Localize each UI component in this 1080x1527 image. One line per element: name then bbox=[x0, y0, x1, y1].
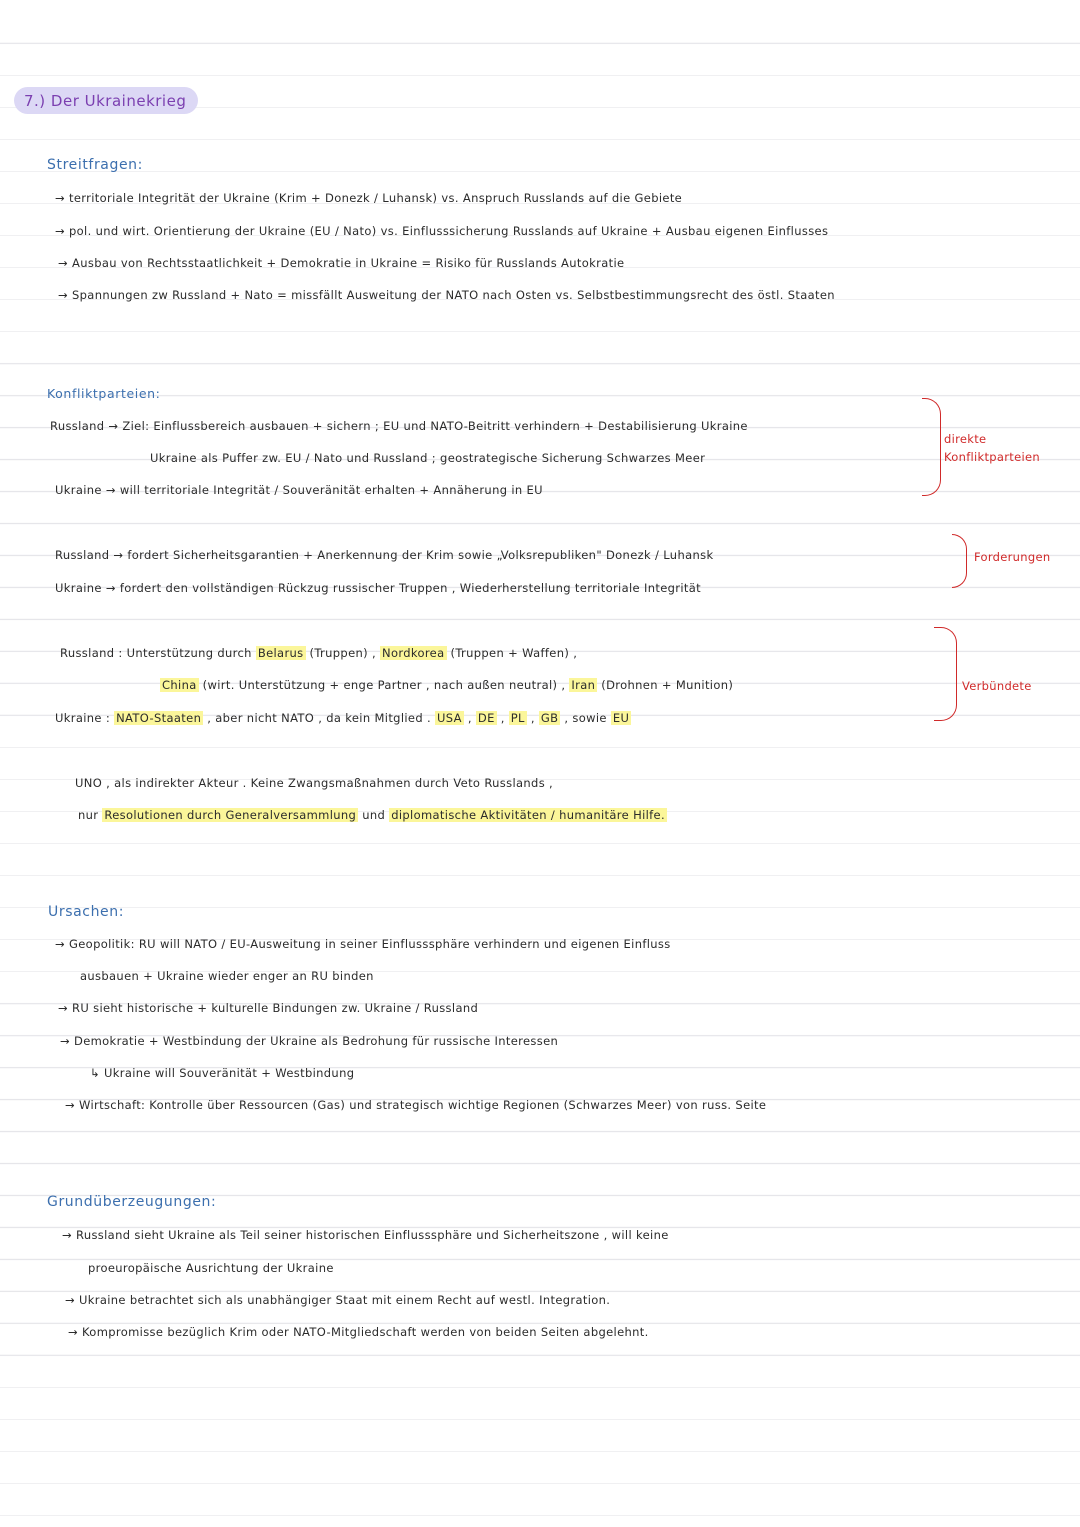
brace-verbuendete bbox=[934, 627, 957, 721]
page-title bbox=[14, 87, 198, 114]
verb-r1-mid: (Truppen) , bbox=[309, 646, 376, 660]
uno-pre: nur bbox=[78, 808, 99, 822]
grund-line-1: → Russland sieht Ukraine als Teil seiner historischen Einflusssphäre und Sicherheitszone , will keine bbox=[62, 1228, 669, 1242]
label-konfliktparteien: Konfliktparteien bbox=[944, 450, 1040, 464]
label-forderungen: Forderungen bbox=[974, 550, 1051, 564]
uno-diplomatische: diplomatische Aktivitäten / humanitäre Hilfe. bbox=[391, 808, 665, 822]
heading-konfliktparteien: Konfliktparteien: bbox=[47, 386, 161, 401]
brace-forderungen bbox=[952, 534, 967, 588]
label-direkte: direkte bbox=[944, 432, 987, 446]
verb-eu: EU bbox=[612, 711, 630, 725]
forderung-ukraine: Ukraine → fordert den vollständigen Rückzug russischer Truppen , Wiederherstellung territoriale Integrität bbox=[55, 581, 702, 595]
verb-nato-staaten: NATO-Staaten bbox=[116, 711, 202, 725]
verb-u-pre: Ukraine : bbox=[55, 711, 111, 725]
brace-direkte bbox=[922, 398, 941, 496]
verb-r2-post: (Drohnen + Munition) bbox=[601, 678, 734, 692]
heading-ursachen: Ursachen: bbox=[48, 904, 125, 920]
verb-u-mid: , aber nicht NATO , da kein Mitglied . bbox=[207, 711, 431, 725]
streitfragen-line-1: → territoriale Integrität der Ukraine (Krim + Donezk / Luhansk) vs. Anspruch Russlands auf die Gebiete bbox=[55, 191, 683, 205]
ursachen-line-3: → RU sieht historische + kulturelle Bindungen zw. Ukraine / Russland bbox=[58, 1001, 479, 1015]
forderung-russland: Russland → fordert Sicherheitsgarantien + Anerkennung der Krim sowie „Volksrepubliken" Donezk / Luhansk bbox=[55, 548, 714, 562]
heading-grundueberzeugungen: Grundüberzeugungen: bbox=[47, 1194, 217, 1210]
verbuendete-ukraine: Ukraine : NATO-Staaten , aber nicht NATO , da kein Mitglied . USA , DE , PL , GB , sowie EU bbox=[55, 711, 630, 725]
verb-usa: USA bbox=[437, 711, 462, 725]
grund-line-4: → Kompromisse bezüglich Krim oder NATO-Mitgliedschaft werden von beiden Seiten abgelehnt. bbox=[68, 1325, 649, 1339]
verb-nordkorea: Nordkorea bbox=[382, 646, 445, 660]
verb-r2-mid: (wirt. Unterstützung + enge Partner , nach außen neutral) , bbox=[202, 678, 566, 692]
konflikt-ukraine-integritaet: Ukraine → will territoriale Integrität / Souveränität erhalten + Annäherung in EU bbox=[55, 483, 543, 497]
verbuendete-russland-1 bbox=[60, 646, 577, 660]
verbuendete-russland-2 bbox=[160, 678, 733, 692]
verb-de: DE bbox=[477, 711, 495, 725]
verb-gb: GB bbox=[540, 711, 559, 725]
verb-pl: PL bbox=[510, 711, 525, 725]
heading-streitfragen: Streitfragen: bbox=[47, 157, 143, 173]
uno-mid: und bbox=[362, 808, 386, 822]
ursachen-line-5: ↳ Ukraine will Souveränität + Westbindung bbox=[90, 1066, 355, 1080]
label-direkte-konfliktparteien bbox=[944, 430, 1040, 466]
label-verbuendete: Verbündete bbox=[962, 679, 1032, 693]
streitfragen-line-2: → pol. und wirt. Orientierung der Ukraine (EU / Nato) vs. Einflusssicherung Russlands auf Ukraine + Ausbau eigenen Einflusses bbox=[55, 224, 829, 238]
title-text: 7.) Der Ukrainekrieg bbox=[24, 91, 187, 110]
uno-resolutionen: Resolutionen durch Generalversammlung bbox=[104, 808, 357, 822]
streitfragen-line-4: → Spannungen zw Russland + Nato = missfällt Ausweitung der NATO nach Osten vs. Selbstbestimmungsrecht des östl. Staaten bbox=[58, 288, 835, 302]
verb-r1-post: (Truppen + Waffen) , bbox=[450, 646, 578, 660]
ursachen-line-4: → Demokratie + Westbindung der Ukraine als Bedrohung für russische Interessen bbox=[60, 1034, 559, 1048]
ursachen-line-2: ausbauen + Ukraine wieder enger an RU binden bbox=[80, 969, 374, 983]
verb-sowie: , sowie bbox=[564, 711, 607, 725]
verb-r1-pre: Russland : Unterstützung durch bbox=[60, 646, 252, 660]
ursachen-line-1: → Geopolitik: RU will NATO / EU-Ausweitung in seiner Einflusssphäre verhindern und eigenen Einfluss bbox=[55, 937, 671, 951]
verb-china: China bbox=[162, 678, 197, 692]
verb-iran: Iran bbox=[571, 678, 596, 692]
konflikt-ukraine-puffer: Ukraine als Puffer zw. EU / Nato und Russland ; geostrategische Sicherung Schwarzes Meer bbox=[150, 451, 706, 465]
uno-line-2 bbox=[78, 808, 667, 822]
verb-belarus: Belarus bbox=[257, 646, 304, 660]
uno-line-1: UNO , als indirekter Akteur . Keine Zwangsmaßnahmen durch Veto Russlands , bbox=[75, 776, 554, 790]
grund-line-3: → Ukraine betrachtet sich als unabhängiger Staat mit einem Recht auf westl. Integration. bbox=[65, 1293, 611, 1307]
streitfragen-line-3: → Ausbau von Rechtsstaatlichkeit + Demokratie in Ukraine = Risiko für Russlands Autokratie bbox=[58, 256, 625, 270]
grund-line-2: proeuropäische Ausrichtung der Ukraine bbox=[88, 1261, 334, 1275]
ursachen-line-6: → Wirtschaft: Kontrolle über Ressourcen (Gas) und strategisch wichtige Regionen (Schwarzes Meer) von russ. Seite bbox=[65, 1098, 767, 1112]
konflikt-russland-ziel: Russland → Ziel: Einflussbereich ausbauen + sichern ; EU und NATO-Beitritt verhindern + Destabilisierung Ukraine bbox=[50, 419, 748, 433]
